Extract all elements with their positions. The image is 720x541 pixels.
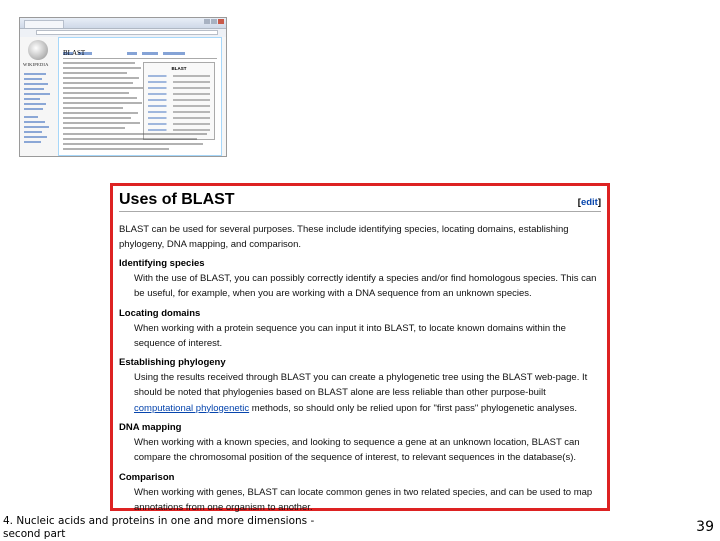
- browser-tab: [24, 20, 64, 28]
- edit-link[interactable]: edit: [580, 197, 598, 208]
- thumbnail-infobox-title: BLAST: [171, 66, 187, 71]
- section-intro: BLAST can be used for several purposes. These include identifying species, locating domains, establishing phylogeny, DNA mapping, and comparison.: [119, 224, 569, 250]
- thumbnail-article-tabs: [63, 42, 217, 46]
- browser-tab-bar: [20, 18, 226, 29]
- wikipedia-page-thumbnail: [19, 17, 227, 157]
- subsection-title-comparison: Comparison: [119, 471, 175, 483]
- uses-of-blast-section: [110, 183, 610, 511]
- computational-phylogenetic-link[interactable]: computational phylogenetic: [134, 402, 250, 414]
- thumbnail-footer-text: [63, 130, 215, 150]
- subsection-title-identifying-species: Identifying species: [119, 258, 205, 269]
- close-icon: [218, 19, 224, 24]
- subsection-text-establishing-phylogeny: Using the results received through BLAST you can create a phylogenetic tree using the BLAST web-page. It should be noted that phylogenies based on BLAST alone are less reliable than other purpose-built computational phylogenetic methods, so should only be relied upon for "first pass" phylogenetic analyses.: [134, 372, 588, 414]
- subsection-title-dna-mapping: DNA mapping: [119, 422, 182, 434]
- section-heading: [119, 191, 601, 212]
- edit-link-wrapper: [edit]: [577, 197, 601, 208]
- section-title: Uses of BLAST: [119, 191, 235, 208]
- thumbnail-page: [20, 37, 226, 156]
- wikipedia-wordmark: WIKIPEDIA: [23, 62, 49, 67]
- maximize-icon: [211, 19, 217, 24]
- subsection-title-establishing-phylogeny: Establishing phylogeny: [119, 357, 226, 369]
- subsection-text-locating-domains: When working with a protein sequence you can input it into BLAST, to locate known domains within the sequence of interest.: [134, 322, 566, 349]
- thumbnail-sidebar: [20, 37, 56, 156]
- subsection-title-locating-domains: Locating domains: [119, 307, 201, 319]
- thumbnail-title-rule: [63, 58, 217, 59]
- slide-caption: 4. Nucleic acids and proteins in one and more dimensions - second part: [3, 515, 315, 540]
- thumbnail-article: [58, 37, 222, 156]
- wikipedia-globe-icon: [28, 40, 48, 60]
- thumbnail-article-title: BLAST: [63, 49, 86, 57]
- page-number: 39: [696, 519, 714, 535]
- subsection-text-dna-mapping: When working with a known species, and looking to sequence a gene at an unknown location, BLAST can compare the chromosomal position of the sequence of interest, to relevant sequences in the database(s).: [134, 437, 580, 464]
- thumbnail-infobox: [143, 62, 215, 140]
- subsection-text-identifying-species: With the use of BLAST, you can possibly correctly identify a species and/or find homologous species. This can be useful, for example, when you are working with a DNA sequence from an unknown species.: [134, 273, 597, 300]
- subsection-text-comparison: When working with genes, BLAST can locate common genes in two related species, and can be used to map annotations from one organism to another.: [134, 486, 593, 513]
- thumbnail-body-text: [63, 62, 143, 132]
- minimize-icon: [204, 19, 210, 24]
- thumbnail-sidebar-links: [24, 73, 54, 146]
